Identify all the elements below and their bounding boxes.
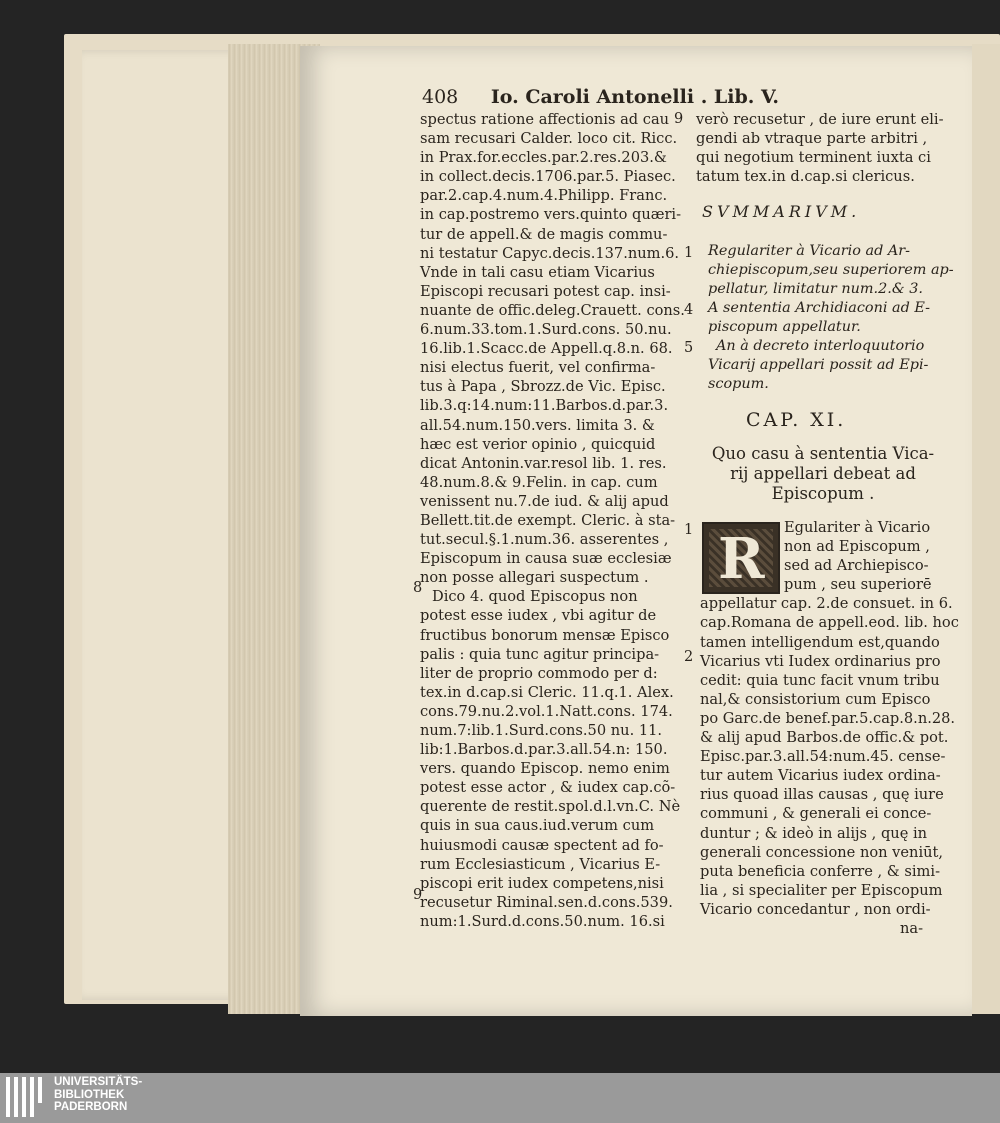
summarium (708, 242, 954, 394)
text-line: non ad Episcopum , (784, 538, 930, 556)
text-line: na- (900, 919, 924, 937)
margin-number: 1 (684, 245, 694, 261)
text-line: gendi ab vtraque parte arbitri , (696, 130, 928, 148)
text-line: rius quoad illas causas , quę iure (700, 786, 944, 804)
text-line: Egulariter à Vicario (784, 519, 931, 536)
text-line: nal,& consistorium cum Episco (700, 690, 931, 708)
text-line: tus à Papa , Sbrozz.de Vic. Episc. (420, 378, 666, 396)
text-line: tamen intelligendum est,quando (700, 633, 940, 651)
initial-letter: R (718, 526, 765, 592)
summary-line: Vicarij appellari possit ad Epi- (708, 357, 929, 373)
text-line: lia , si specialiter per Episcopum (700, 881, 943, 899)
text-line: non posse allegari suspectum . (420, 569, 649, 587)
text-line: ni testatur Capyc.decis.137.num.6. (420, 244, 680, 262)
text-line: num:1.Surd.d.cons.50.num. 16.si (420, 912, 665, 930)
chapter-body (700, 518, 959, 938)
text-line: Dico 4. quod Episcopus non (432, 588, 638, 606)
text-line: duntur ; & ideò in alijs , quę in (700, 824, 928, 842)
text-line: communi , & generali ei conce- (700, 805, 932, 823)
text-line: puta beneficia conferre , & simi- (700, 862, 940, 880)
margin-number: 9 (674, 111, 684, 127)
text-line: nuante de offic.deleg.Crauett. cons. (420, 301, 685, 319)
text-line: spectus ratione affectionis ad cau (420, 111, 670, 128)
summary-line: scopum. (708, 376, 769, 392)
chapter-title-line: rij appellari debeat ad (730, 464, 916, 483)
margin-number: 1 (684, 522, 694, 538)
margin-number: 9 (413, 887, 423, 903)
summary-line: A sententia Archidiaconi ad E- (708, 300, 931, 316)
text-line: tur de appell.& de magis commu- (420, 225, 668, 243)
flyleaf (82, 50, 252, 1000)
library-name-line: PADERBORN (54, 1101, 128, 1113)
text-line: par.2.cap.4.num.4.Philipp. Franc. (420, 187, 668, 205)
margin-number: 4 (684, 302, 694, 318)
text-line: Vicario concedantur , non ordi- (700, 900, 931, 918)
right-column-top (696, 110, 948, 186)
summary-line: pellatur, limitatur num.2.& 3. (708, 281, 923, 297)
text-line: Bellett.tit.de exempt. Cleric. à sta- (420, 511, 676, 529)
left-column (420, 110, 685, 931)
text-line: vers. quando Episcop. nemo enim (420, 760, 670, 778)
text-line: recusetur Riminal.sen.d.cons.539. (420, 893, 673, 911)
library-name-line: UNIVERSITÄTS- (54, 1076, 143, 1088)
summary-line: chiepiscopum,seu superiorem ap- (708, 262, 954, 278)
text-line: cons.79.nu.2.vol.1.Natt.cons. 174. (420, 702, 673, 720)
text-line: Episcopi recusari potest cap. insi- (420, 282, 671, 300)
text-line: pum , seu superiorē (784, 576, 932, 594)
text-line: Episc.par.3.all.54:num.45. cense- (700, 748, 946, 766)
text-line: in collect.decis.1706.par.5. Piasec. (420, 168, 676, 186)
summarium-title: SVMMARIVM. (702, 202, 861, 221)
text-line: rum Ecclesiasticum , Vicarius E- (420, 855, 661, 873)
text-line: venissent nu.7.de iud. & alij apud (420, 492, 669, 510)
text-line: num.7:lib.1.Surd.cons.50 nu. 11. (420, 722, 663, 739)
text-line: & alij apud Barbos.de offic.& pot. (700, 729, 949, 747)
text-line: in Prax.for.eccles.par.2.res.203.& (420, 149, 667, 167)
text-line: querente de restit.spol.d.l.vn.C. Nè (420, 798, 681, 816)
text-line: potest esse iudex , vbi agitur de (420, 607, 657, 625)
text-line: huiusmodi causæ spectent ad fo- (420, 836, 664, 854)
margin-number: 8 (413, 580, 423, 596)
margin-number: 5 (684, 340, 694, 356)
footer-bar (0, 1073, 1000, 1123)
chapter-title (698, 444, 948, 504)
text-line: tatum tex.in d.cap.si clericus. (696, 168, 915, 186)
library-logo-icon (6, 1077, 50, 1117)
text-line: qui negotium terminent iuxta ci (696, 149, 931, 167)
text-line: cap.Romana de appell.eod. lib. hoc (700, 614, 959, 632)
text-line: verò recusetur , de iure erunt eli- (696, 111, 944, 128)
text-line: 48.num.8.& 9.Felin. in cap. cum (420, 473, 658, 491)
facing-page-edge (972, 44, 1000, 1014)
text-line: sed ad Archiepisco- (784, 557, 929, 575)
text-line: all.54.num.150.vers. limita 3. & (420, 416, 655, 434)
text-line: hæc est verior opinio , quicquid (420, 435, 656, 453)
summary-line: piscopum appellatur. (708, 319, 861, 335)
text-line: Vnde in tali casu etiam Vicarius (420, 263, 655, 281)
text-line: liter de proprio commodo per d: (420, 664, 658, 682)
library-name (54, 1076, 142, 1114)
text-line: Episcopum in causa suæ ecclesiæ (420, 550, 672, 568)
text-line: tut.secul.§.1.num.36. asserentes , (420, 531, 669, 549)
text-line: sam recusari Calder. loco cit. Ricc. (420, 130, 678, 148)
text-line: lib:1.Barbos.d.par.3.all.54.n: 150. (420, 741, 668, 759)
chapter-heading: CAP. XI. (746, 409, 847, 431)
text-line: cedit: quia tunc facit vnum tribu (700, 671, 940, 689)
text-line: tur autem Vicarius iudex ordina- (700, 767, 941, 785)
text-line: nisi electus fuerit, vel confirma- (420, 359, 656, 377)
text-line: 16.lib.1.Scacc.de Appell.q.8.n. 68. (420, 340, 673, 358)
margin-number: 2 (684, 649, 694, 665)
text-line: piscopi erit iudex competens,nisi (420, 874, 664, 892)
text-line: 6.num.33.tom.1.Surd.cons. 50.nu. (420, 321, 672, 339)
text-line: in cap.postremo vers.quinto quæri- (420, 206, 682, 224)
library-name-line: BIBLIOTHEK (54, 1088, 125, 1101)
running-header (422, 86, 779, 108)
chapter-title-line: Episcopum . (771, 484, 875, 503)
text-line: po Garc.de benef.par.5.cap.8.n.28. (700, 709, 956, 727)
page-number: 408 (422, 86, 459, 108)
text-line: appellatur cap. 2.de consuet. in 6. (700, 595, 953, 613)
summary-line: An à decreto interloquutorio (716, 338, 925, 354)
text-line: Vicarius vti Iudex ordinarius pro (700, 652, 941, 670)
running-title: Io. Caroli Antonelli . Lib. V. (490, 86, 780, 108)
text-line: quis in sua caus.iud.verum cum (420, 817, 655, 835)
chapter-title-line: Quo casu à sententia Vica- (711, 444, 935, 463)
text-line: dicat Antonin.var.resol lib. 1. res. (420, 454, 667, 472)
summary-line: Regulariter à Vicario ad Ar- (708, 243, 911, 259)
text-line: tex.in d.cap.si Cleric. 11.q.1. Alex. (420, 683, 674, 701)
text-line: potest esse actor , & iudex cap.cõ- (420, 779, 676, 797)
text-line: lib.3.q:14.num:11.Barbos.d.par.3. (420, 397, 669, 415)
text-line: generali concessione non veniūt, (700, 843, 944, 861)
text-line: fructibus bonorum mensæ Episco (420, 626, 670, 644)
text-line: palis : quia tunc agitur principa- (420, 645, 660, 663)
